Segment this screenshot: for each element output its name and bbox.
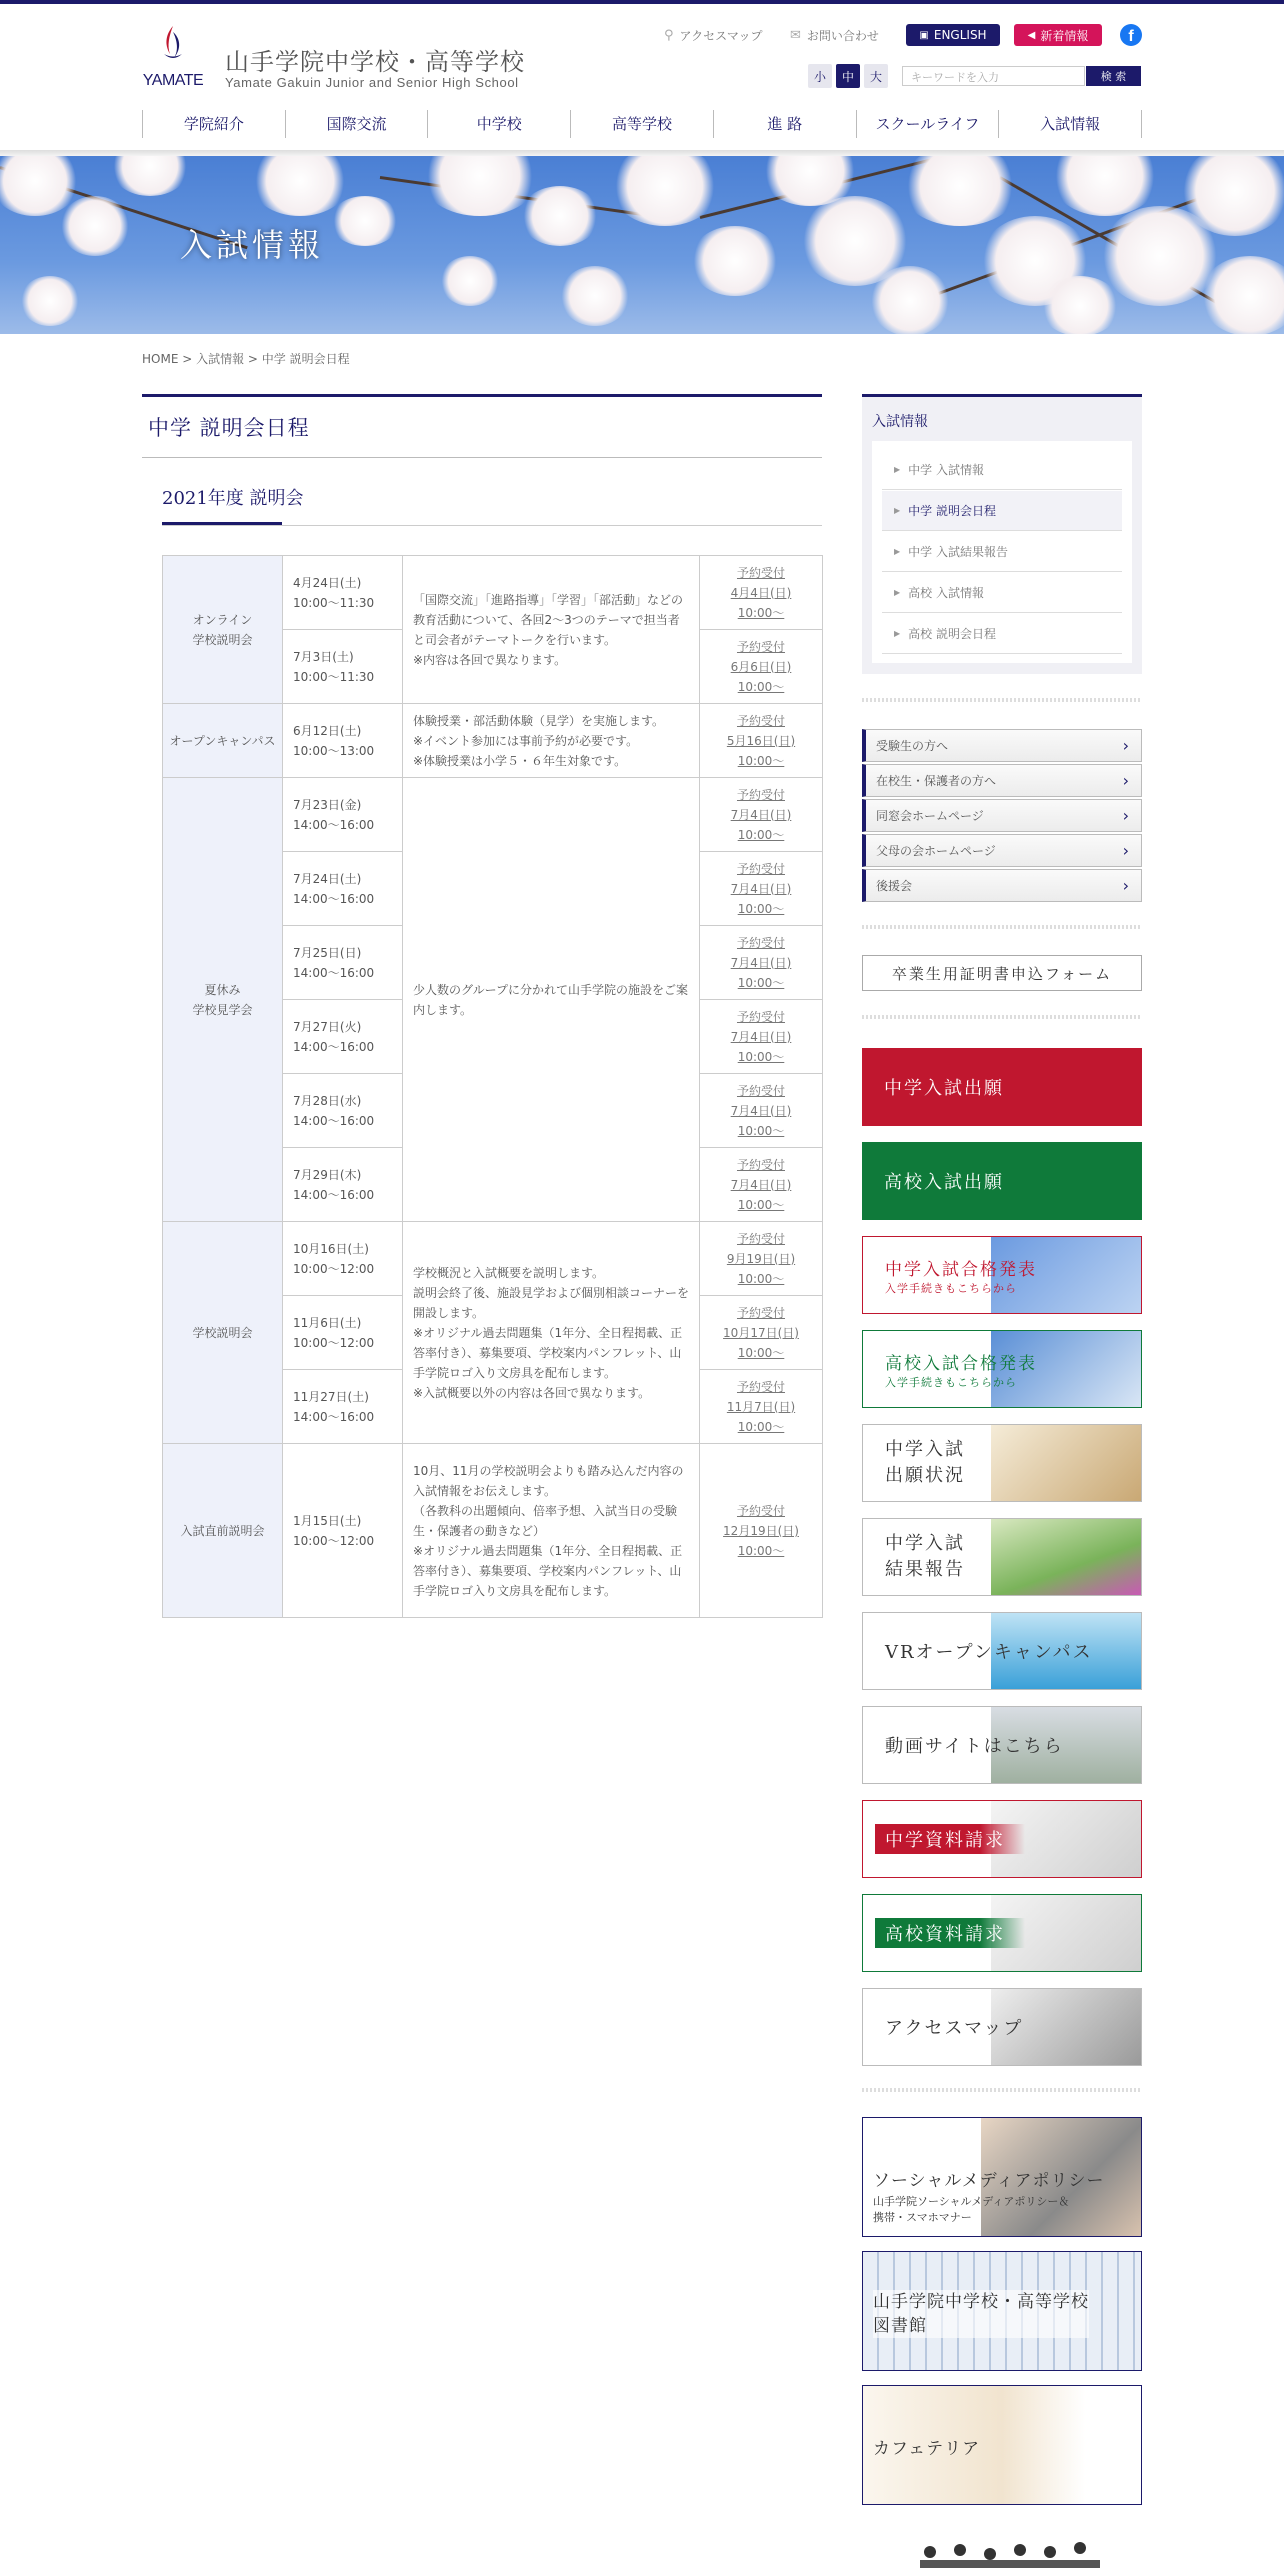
chevron-right-icon: ›: [1122, 736, 1129, 755]
quick-link-alumni[interactable]: 同窓会ホームページ ›: [862, 799, 1142, 832]
chat-icon: ▣: [919, 29, 929, 41]
access-map-link[interactable]: [664, 24, 762, 46]
table-row: [163, 778, 823, 852]
sidebar-item-hs-info[interactable]: ▶ 高校 入試情報: [882, 573, 1122, 613]
date-cell: 7月24日(土) 14:00～16:00: [283, 852, 403, 926]
category-cell: オープンキャンパス: [163, 704, 283, 778]
mail-icon: ✉: [790, 27, 801, 43]
date-cell: 7月25日(日) 14:00～16:00: [283, 926, 403, 1000]
font-size-small[interactable]: 小: [808, 64, 832, 88]
reservation-link[interactable]: 予約受付 12月19日(日) 10:00～: [723, 1503, 799, 1558]
jhs-brochure-banner[interactable]: 中学資料請求: [862, 1800, 1142, 1878]
date-cell: 1月15日(土) 10:00～12:00: [283, 1444, 403, 1618]
table-row: [163, 1222, 823, 1296]
triangle-right-icon: ▶: [894, 547, 901, 556]
section-title: 2021年度 説明会: [162, 482, 822, 526]
triangle-right-icon: ▶: [894, 465, 901, 474]
pin-icon: ⚲: [664, 27, 674, 43]
date-cell: 4月24日(土) 10:00～11:30: [283, 556, 403, 630]
site-subtitle: Yamate Gakuin Junior and Senior High School: [225, 75, 519, 90]
facebook-icon[interactable]: f: [1120, 24, 1142, 46]
quick-link-applicants[interactable]: 受験生の方へ ›: [862, 729, 1142, 762]
description-cell: 少人数のグループに分かれて山手学院の施設をご案内します。: [403, 778, 700, 1222]
english-label: ENGLISH: [933, 28, 987, 42]
vr-open-campus-banner[interactable]: VRオープンキャンパス: [862, 1612, 1142, 1690]
certificate-form-button[interactable]: 卒業生用証明書申込フォーム: [862, 955, 1142, 991]
table-row: [163, 704, 823, 778]
cafeteria-banner[interactable]: カフェテリア: [862, 2385, 1142, 2505]
reservation-link[interactable]: 予約受付 7月4日(日) 10:00～: [730, 1009, 792, 1064]
page-title: 中学 説明会日程: [142, 394, 822, 458]
quick-link-parents[interactable]: 父母の会ホームページ ›: [862, 834, 1142, 867]
access-map-label: アクセスマップ: [679, 28, 763, 43]
reservation-link[interactable]: 予約受付 7月4日(日) 10:00～: [730, 1157, 792, 1212]
school-logo[interactable]: [140, 24, 206, 90]
reservation-link[interactable]: 予約受付 7月4日(日) 10:00～: [730, 1083, 792, 1138]
triangle-right-icon: ▶: [894, 629, 901, 638]
search-input[interactable]: キーワードを入力: [902, 66, 1085, 86]
video-site-banner[interactable]: 動画サイトはこちら: [862, 1706, 1142, 1784]
schedule-table: [162, 555, 823, 1618]
nav-junior-high[interactable]: 中学校: [427, 110, 570, 138]
logo-mark-icon: [158, 24, 188, 64]
hero-title: 入試情報: [180, 226, 325, 264]
contact-label: お問い合わせ: [806, 28, 879, 43]
nav-school-life[interactable]: スクールライフ: [856, 110, 999, 138]
site-title[interactable]: 山手学院中学校・高等学校: [225, 48, 525, 76]
triangle-right-icon: ▶: [894, 588, 901, 597]
access-map-banner[interactable]: アクセスマップ: [862, 1988, 1142, 2066]
contact-link[interactable]: [790, 24, 879, 46]
table-row: [163, 556, 823, 630]
chevron-right-icon: ›: [1122, 841, 1129, 860]
nav-career[interactable]: 進 路: [713, 110, 856, 138]
date-cell: 10月16日(土) 10:00～12:00: [283, 1222, 403, 1296]
flowers-image: [991, 1519, 1141, 1595]
date-cell: 7月28日(水) 14:00～16:00: [283, 1074, 403, 1148]
global-nav: [142, 110, 1142, 138]
desk-image: [991, 1425, 1141, 1501]
breadcrumb[interactable]: HOME > 入試情報 > 中学 説明会日程: [142, 352, 350, 366]
hs-pass-banner[interactable]: 高校入試合格発表 入学手続きもこちらから: [862, 1330, 1142, 1408]
category-cell: 学校説明会: [163, 1222, 283, 1444]
search-button[interactable]: 検 索: [1086, 66, 1141, 86]
nav-admissions[interactable]: 入試情報: [998, 110, 1142, 138]
top-accent-line: [0, 0, 1284, 4]
hero-banner: [0, 156, 1284, 334]
reservation-link[interactable]: 予約受付 6月6日(日) 10:00～: [730, 639, 792, 694]
chevron-right-icon: ›: [1122, 806, 1129, 825]
date-cell: 7月23日(金) 14:00～16:00: [283, 778, 403, 852]
quick-link-students[interactable]: 在校生・保護者の方へ ›: [862, 764, 1142, 797]
chevron-right-icon: ›: [1122, 876, 1129, 895]
reservation-link[interactable]: 予約受付 4月4日(日) 10:00～: [730, 565, 792, 620]
date-cell: 7月29日(木) 14:00～16:00: [283, 1148, 403, 1222]
triangle-right-icon: ▶: [894, 506, 901, 515]
reservation-link[interactable]: 予約受付 7月4日(日) 10:00～: [730, 861, 792, 916]
students-silhouette-image: [900, 2540, 1140, 2568]
news-label: 新着情報: [1040, 28, 1089, 43]
category-cell: 入試直前説明会: [163, 1444, 283, 1618]
english-button[interactable]: [906, 24, 1000, 46]
date-cell: 11月27日(土) 14:00～16:00: [283, 1370, 403, 1444]
reservation-link[interactable]: 予約受付 7月4日(日) 10:00～: [730, 787, 792, 842]
quick-link-supporters[interactable]: 後援会 ›: [862, 869, 1142, 902]
font-size-large[interactable]: 大: [864, 64, 888, 88]
divider: [862, 925, 1142, 929]
nav-senior-high[interactable]: 高等学校: [570, 110, 713, 138]
description-cell: 体験授業・部活動体験（見学）を実施します。 ※イベント参加には事前予約が必要です。 ※体験授業は小学５・６年生対象です。: [403, 704, 700, 778]
library-banner[interactable]: 山手学院中学校・高等学校 図書館: [862, 2251, 1142, 2371]
table-row: [163, 1444, 823, 1618]
description-cell: 10月、11月の学校説明会よりも踏み込んだ内容の入試情報をお伝えします。 （各教科の出題傾向、倍率予想、入試当日の受験生・保護者の動きなど） ※オリジナル過去問題集（1年分、全日程掲載、正答率付き）、募集要項、学校案内パンフレット、山手学院ロゴ入り文房具を配布します。: [403, 1444, 700, 1618]
reservation-link[interactable]: 予約受付 5月16日(日) 10:00～: [726, 713, 796, 768]
font-size-medium[interactable]: 中: [836, 64, 860, 88]
jhs-application-status-banner[interactable]: 中学入試 出願状況: [862, 1424, 1142, 1502]
reservation-link[interactable]: 予約受付 7月4日(日) 10:00～: [730, 935, 792, 990]
divider: [862, 698, 1142, 702]
section-title-underline: [162, 522, 282, 525]
jhs-pass-banner[interactable]: 中学入試合格発表 入学手続きもこちらから: [862, 1236, 1142, 1314]
sidebar-item-jhs-schedule[interactable]: ▶ 中学 説明会日程: [882, 491, 1122, 531]
sidebar-item-hs-schedule[interactable]: ▶ 高校 説明会日程: [882, 614, 1122, 654]
news-button[interactable]: [1014, 24, 1102, 46]
chevron-right-icon: ›: [1122, 771, 1129, 790]
hs-apply-banner[interactable]: 高校入試出願: [862, 1142, 1142, 1220]
description-cell: 学校概況と入試概要を説明します。 説明会終了後、施設見学および個別相談コーナーを開設します。 ※オリジナル過去問題集（1年分、全日程掲載、正答率付き）、募集要項、学校案内パンフレット、山手学院ロゴ入り文房具を配布します。 ※入試概要以外の内容は各回で異なります。: [403, 1222, 700, 1444]
reservation-link[interactable]: 予約受付 9月19日(日) 10:00～: [726, 1231, 796, 1286]
jhs-results-banner[interactable]: 中学入試 結果報告: [862, 1518, 1142, 1596]
date-cell: 7月3日(土) 10:00～11:30: [283, 630, 403, 704]
nav-international[interactable]: 国際交流: [285, 110, 428, 138]
sidebar-item-jhs-info[interactable]: ▶ 中学 入試情報: [882, 450, 1122, 490]
date-cell: 11月6日(土) 10:00～12:00: [283, 1296, 403, 1370]
sidebar-item-jhs-results[interactable]: ▶ 中学 入試結果報告: [882, 532, 1122, 572]
nav-about[interactable]: 学院紹介: [142, 110, 285, 138]
reservation-link[interactable]: 予約受付 11月7日(日) 10:00～: [726, 1379, 796, 1434]
date-cell: 7月27日(火) 14:00～16:00: [283, 1000, 403, 1074]
hs-brochure-banner[interactable]: 高校資料請求: [862, 1894, 1142, 1972]
jhs-apply-banner[interactable]: 中学入試出願: [862, 1048, 1142, 1126]
date-cell: 6月12日(土) 10:00～13:00: [283, 704, 403, 778]
category-cell: オンライン 学校説明会: [163, 556, 283, 704]
description-cell: 「国際交流」「進路指導」「学習」「部活動」などの教育活動について、各回2～3つのテーマで担当者と司会者がテーマトークを行います。 ※内容は各回で異なります。: [403, 556, 700, 704]
social-media-policy-banner[interactable]: ソーシャルメディアポリシー 山手学院ソーシャルメディアポリシー＆ 携帯・スマホマナー: [862, 2117, 1142, 2237]
divider: [862, 1015, 1142, 1019]
divider: [862, 2088, 1142, 2092]
category-cell: 夏休み 学校見学会: [163, 778, 283, 1222]
sidebar-box-title[interactable]: 入試情報: [872, 414, 928, 430]
reservation-link[interactable]: 予約受付 10月17日(日) 10:00～: [723, 1305, 799, 1360]
logo-text: YAMATE: [142, 72, 204, 89]
megaphone-icon: ◀: [1027, 29, 1036, 41]
